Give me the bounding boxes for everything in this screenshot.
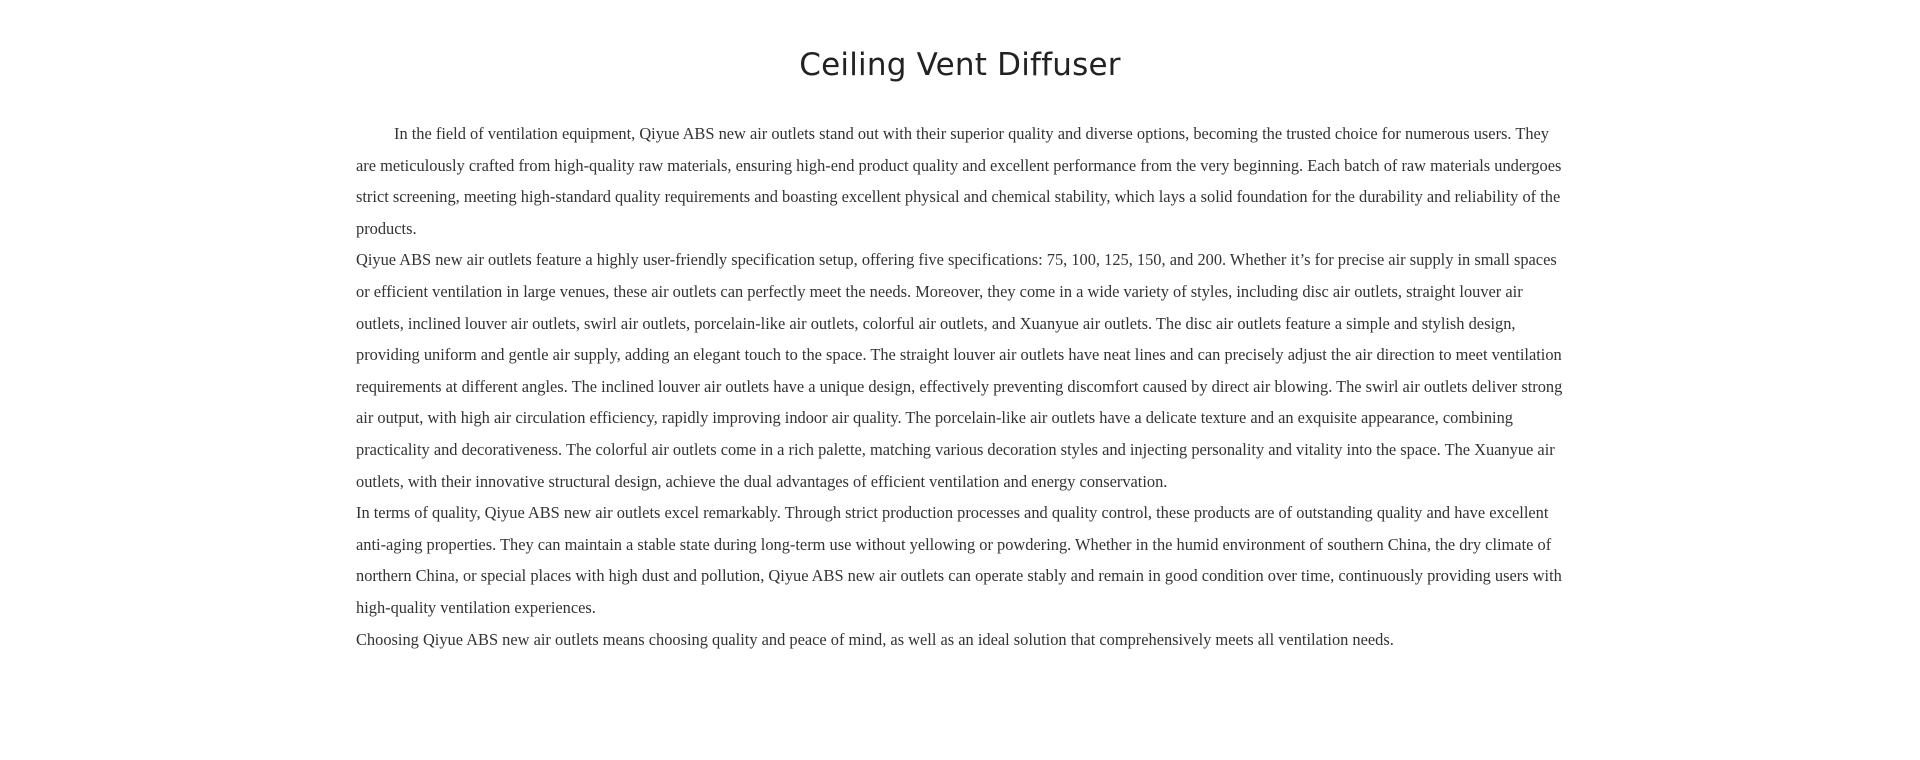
article <box>356 38 1564 655</box>
article-paragraph-intro: In the field of ventilation equipment, Qiyue ABS new air outlets stand out with their superior quality and diverse options, becoming the trusted choice for numerous users. They are meticulously crafted from high-quality raw materials, ensuring high-end product quality and excellent performance from the very beginning. Each batch of raw materials undergoes strict screening, meeting high-standard quality requirements and boasting excellent physical and chemical stability, which lays a solid foundation for the durability and reliability of the products. <box>356 124 1562 238</box>
article-paragraph-quality: In terms of quality, Qiyue ABS new air outlets excel remarkably. Through strict production processes and quality control, these products are of outstanding quality and have excellent anti-aging properties. They can maintain a stable state during long-term use without yellowing or powdering. Whether in the humid environment of southern China, the dry climate of northern China, or special places with high dust and pollution, Qiyue ABS new air outlets can operate stably and remain in good condition over time, continuously providing users with high-quality ventilation experiences. <box>356 503 1562 617</box>
article-paragraph-specifications: Qiyue ABS new air outlets feature a highly user-friendly specification setup, offering five specifications: 75, 100, 125, 150, and 200. Whether it’s for precise air supply in small spaces or efficient ventilation in large venues, these air outlets can perfectly meet the needs. Moreover, they come in a wide variety of styles, including disc air outlets, straight louver air outlets, inclined louver air outlets, swirl air outlets, porcelain-like air outlets, colorful air outlets, and Xuanyue air outlets. The disc air outlets feature a simple and stylish design, providing uniform and gentle air supply, adding an elegant touch to the space. The straight louver air outlets have neat lines and can precisely adjust the air direction to meet ventilation requirements at different angles. The inclined louver air outlets have a unique design, effectively preventing discomfort caused by direct air blowing. The swirl air outlets deliver strong air output, with high air circulation efficiency, rapidly improving indoor air quality. The porcelain-like air outlets have a delicate texture and an exquisite appearance, combining practicality and decorativeness. The colorful air outlets come in a rich palette, matching various decoration styles and injecting personality and vitality into the space. The Xuanyue air outlets, with their innovative structural design, achieve the dual advantages of efficient ventilation and energy conservation. <box>356 250 1563 491</box>
article-paragraph-conclusion: Choosing Qiyue ABS new air outlets means choosing quality and peace of mind, as well as an ideal solution that comprehensively meets all ventilation needs. <box>356 629 1394 649</box>
article-body <box>356 118 1564 655</box>
page-title: Ceiling Vent Diffuser <box>799 47 1121 83</box>
